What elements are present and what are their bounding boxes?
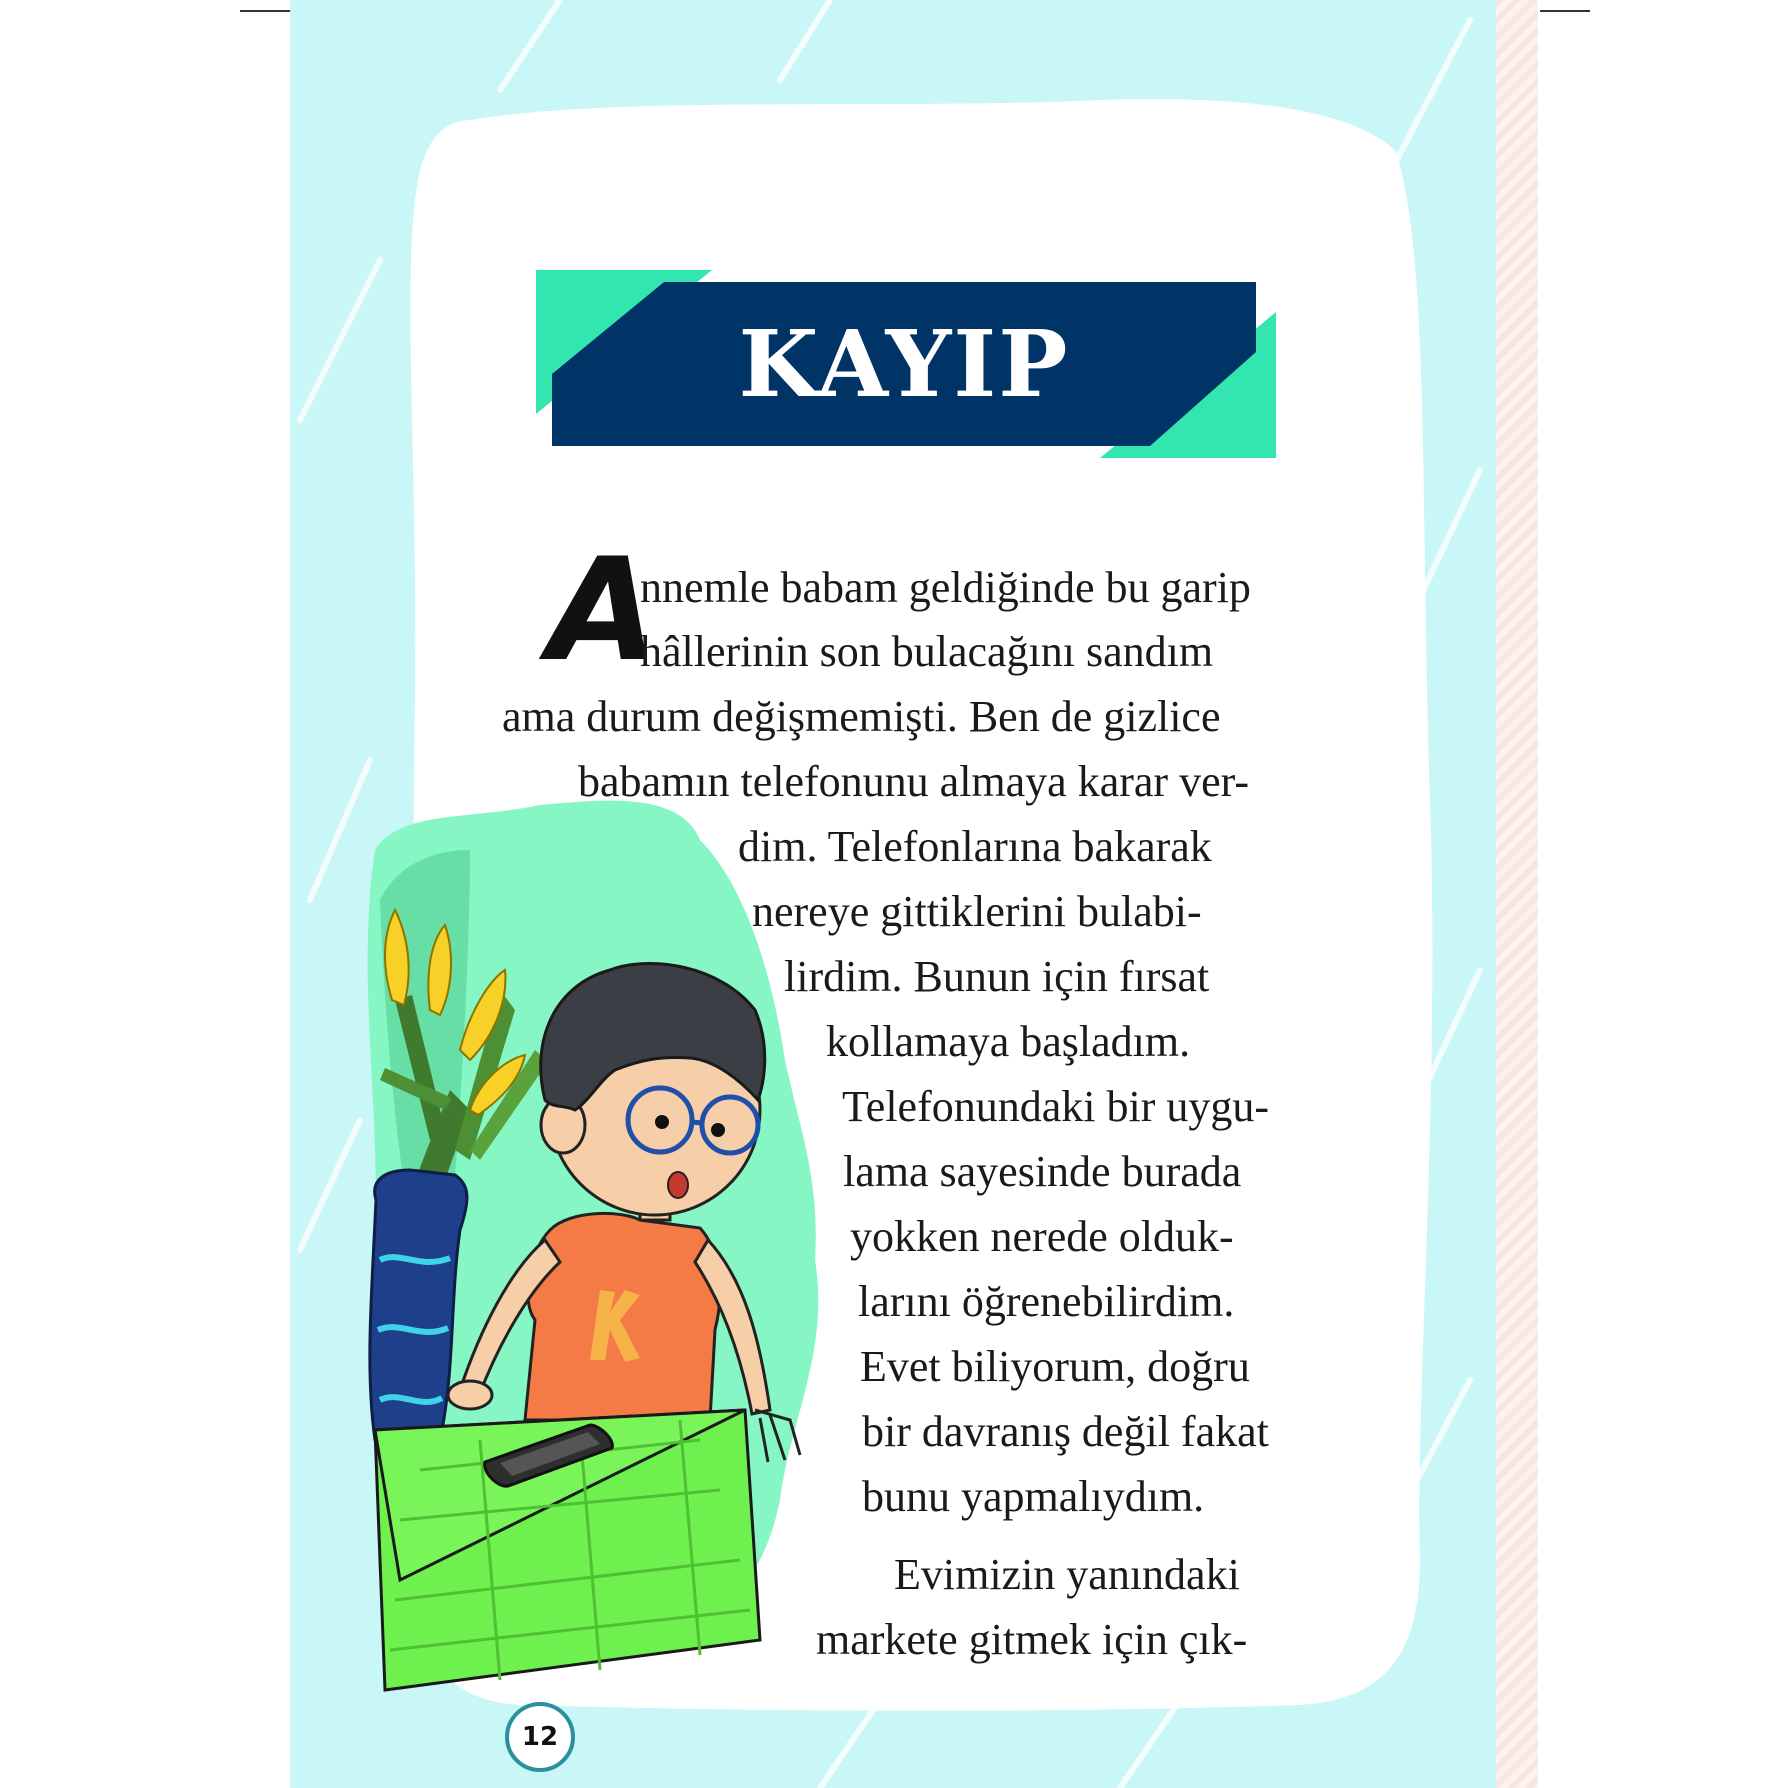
story-line: lama sayesinde burada <box>843 1147 1242 1196</box>
story-line: Telefonundaki bir uygu- <box>842 1082 1270 1131</box>
story-line: markete gitmek için çık- <box>816 1615 1248 1664</box>
story-line: dim. Telefonlarına bakarak <box>738 822 1212 871</box>
story-line: Evimizin yanındaki <box>894 1550 1240 1599</box>
story-line: lirdim. Bunun için fırsat <box>784 952 1210 1001</box>
story-line: hâllerinin son bulacağını sandım <box>640 627 1214 676</box>
page-number: 12 <box>505 1702 575 1772</box>
story-line: larını öğrenebilirdim. <box>858 1277 1235 1326</box>
story-line: yokken nerede olduk- <box>850 1212 1234 1261</box>
story-line: bir davranış değil fakat <box>862 1407 1269 1456</box>
story-line: kollamaya başladım. <box>826 1017 1191 1066</box>
story-line: babamın telefonunu almaya karar ver- <box>578 757 1250 806</box>
drop-cap: A <box>548 528 658 693</box>
chapter-title: KAYIP <box>738 310 1070 418</box>
story-line: bunu yapmalıydım. <box>862 1472 1205 1521</box>
story-line: Evet biliyorum, doğru <box>860 1342 1250 1391</box>
story-line: nereye gittiklerini bulabi- <box>752 887 1202 936</box>
story-line: nnemle babam geldiğinde bu garip <box>640 563 1251 612</box>
story-line: ama durum değişmemişti. Ben de gizlice <box>502 692 1221 741</box>
